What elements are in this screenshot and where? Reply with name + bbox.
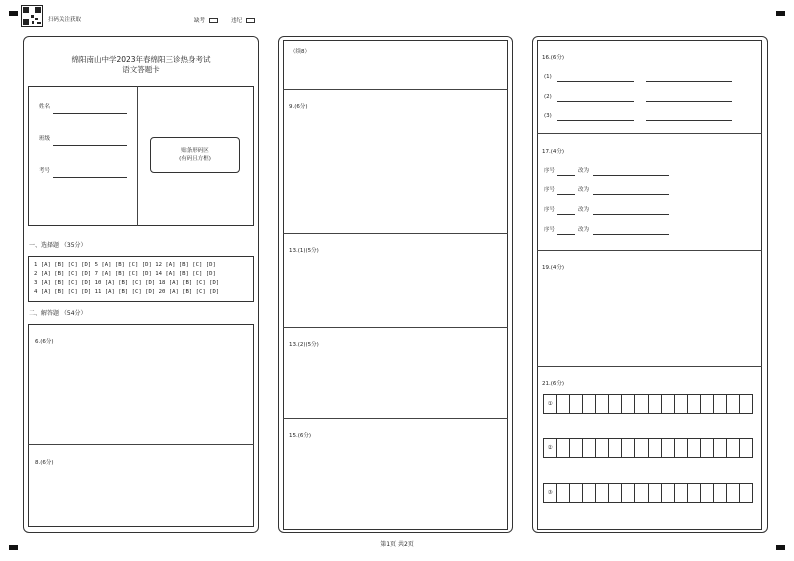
middle-divider — [283, 233, 508, 234]
mc-row[interactable]: 3 [A] [B] [C] [D] 10 [A] [B] [C] [D] 18 [A] [B] [C] [D] — [34, 280, 220, 286]
q17-change-field[interactable] — [593, 214, 669, 215]
id-label: 考号 — [39, 168, 51, 174]
q21-grid[interactable] — [543, 394, 753, 414]
grid-marker: ③ — [544, 484, 557, 502]
violation-label: 违纪 — [231, 18, 243, 24]
name-field[interactable] — [53, 113, 127, 114]
page-number: 第1页 共2页 — [380, 541, 414, 548]
q17-seq-field[interactable] — [557, 194, 575, 195]
section2-heading: 二、解答题 （54分） — [29, 310, 87, 317]
answer-divider — [28, 444, 254, 445]
q21-grid[interactable] — [543, 483, 753, 503]
q13-2-label: 13.(2)(5分) — [289, 342, 319, 348]
absent-label: 缺考 — [194, 18, 206, 24]
middle-divider — [283, 89, 508, 90]
q21-grid[interactable] — [543, 438, 753, 458]
q16-line[interactable] — [646, 120, 732, 121]
middle-answer-box[interactable] — [283, 40, 508, 530]
grid-marker: ① — [544, 395, 557, 413]
middle-divider — [283, 327, 508, 328]
q9-label: 9.(6分) — [289, 104, 308, 110]
q17-change-field[interactable] — [593, 194, 669, 195]
q17-change-label: 改为 — [578, 187, 590, 193]
q17-change-label: 改为 — [578, 168, 590, 174]
q16-item-label: (1) — [544, 74, 552, 80]
q17-seq-label: 序号 — [544, 207, 556, 213]
q16-item-label: (2) — [544, 94, 552, 100]
right-divider — [537, 366, 762, 367]
mc-row[interactable]: 1 [A] [B] [C] [D] 5 [A] [B] [C] [D] 12 [A] [B] [C] [D] — [34, 262, 216, 268]
id-field[interactable] — [53, 177, 127, 178]
registration-mark-br — [776, 545, 785, 550]
name-label: 姓名 — [39, 104, 51, 110]
answer-box-left[interactable] — [28, 324, 254, 527]
barcode-note: (有码且方框) — [179, 156, 211, 162]
q16-line[interactable] — [557, 101, 634, 102]
q16-line[interactable] — [557, 120, 634, 121]
qr-caption: 扫码关注获取 — [48, 17, 82, 23]
q17-change-field[interactable] — [593, 234, 669, 235]
q16-line[interactable] — [646, 81, 732, 82]
q8-label: 8.(6分) — [35, 460, 54, 466]
info-divider — [137, 86, 138, 226]
right-divider — [537, 250, 762, 251]
card-subtitle: 语文答题卡 — [122, 65, 160, 74]
grid-marker: ② — [544, 439, 557, 457]
q6-label: 6.(6分) — [35, 339, 54, 345]
q15-label: 15.(6分) — [289, 433, 312, 439]
q17-change-field[interactable] — [593, 175, 669, 176]
barcode-area — [150, 137, 240, 173]
registration-mark-bl — [9, 545, 18, 550]
q17-change-label: 改为 — [578, 207, 590, 213]
q17-seq-field[interactable] — [557, 234, 575, 235]
card-title: 绵阳南山中学2023年春绵阳三诊热身考试 — [71, 55, 211, 64]
q17-seq-label: 序号 — [544, 168, 556, 174]
q16-line[interactable] — [646, 101, 732, 102]
q17-label: 17.(4分) — [542, 149, 565, 155]
q17-seq-field[interactable] — [557, 175, 575, 176]
middle-divider — [283, 418, 508, 419]
mc-row[interactable]: 2 [A] [B] [C] [D] 7 [A] [B] [C] [D] 14 [A] [B] [C] [D] — [34, 271, 216, 277]
registration-mark-tr — [776, 11, 785, 16]
continued-label: （续8） — [290, 49, 310, 55]
q17-seq-label: 序号 — [544, 227, 556, 233]
absent-checkbox[interactable] — [209, 18, 218, 23]
violation-checkbox[interactable] — [246, 18, 255, 23]
qr-code-icon — [21, 5, 43, 27]
q17-seq-field[interactable] — [557, 214, 575, 215]
q19-label: 19.(4分) — [542, 265, 565, 271]
q21-label: 21.(6分) — [542, 381, 565, 387]
right-divider — [537, 133, 762, 134]
q17-change-label: 改为 — [578, 227, 590, 233]
q17-seq-label: 序号 — [544, 187, 556, 193]
section1-heading: 一、选择题 （35分） — [29, 242, 87, 249]
q16-item-label: (3) — [544, 113, 552, 119]
mc-row[interactable]: 4 [A] [B] [C] [D] 11 [A] [B] [C] [D] 20 [A] [B] [C] [D] — [34, 289, 220, 295]
q16-line[interactable] — [557, 81, 634, 82]
barcode-label: 贴条形码区 — [181, 148, 209, 154]
class-field[interactable] — [53, 145, 127, 146]
registration-mark-tl — [9, 11, 18, 16]
q13-1-label: 13.(1)(5分) — [289, 248, 319, 254]
class-label: 班级 — [39, 136, 51, 142]
q16-label: 16.(6分) — [542, 55, 565, 61]
